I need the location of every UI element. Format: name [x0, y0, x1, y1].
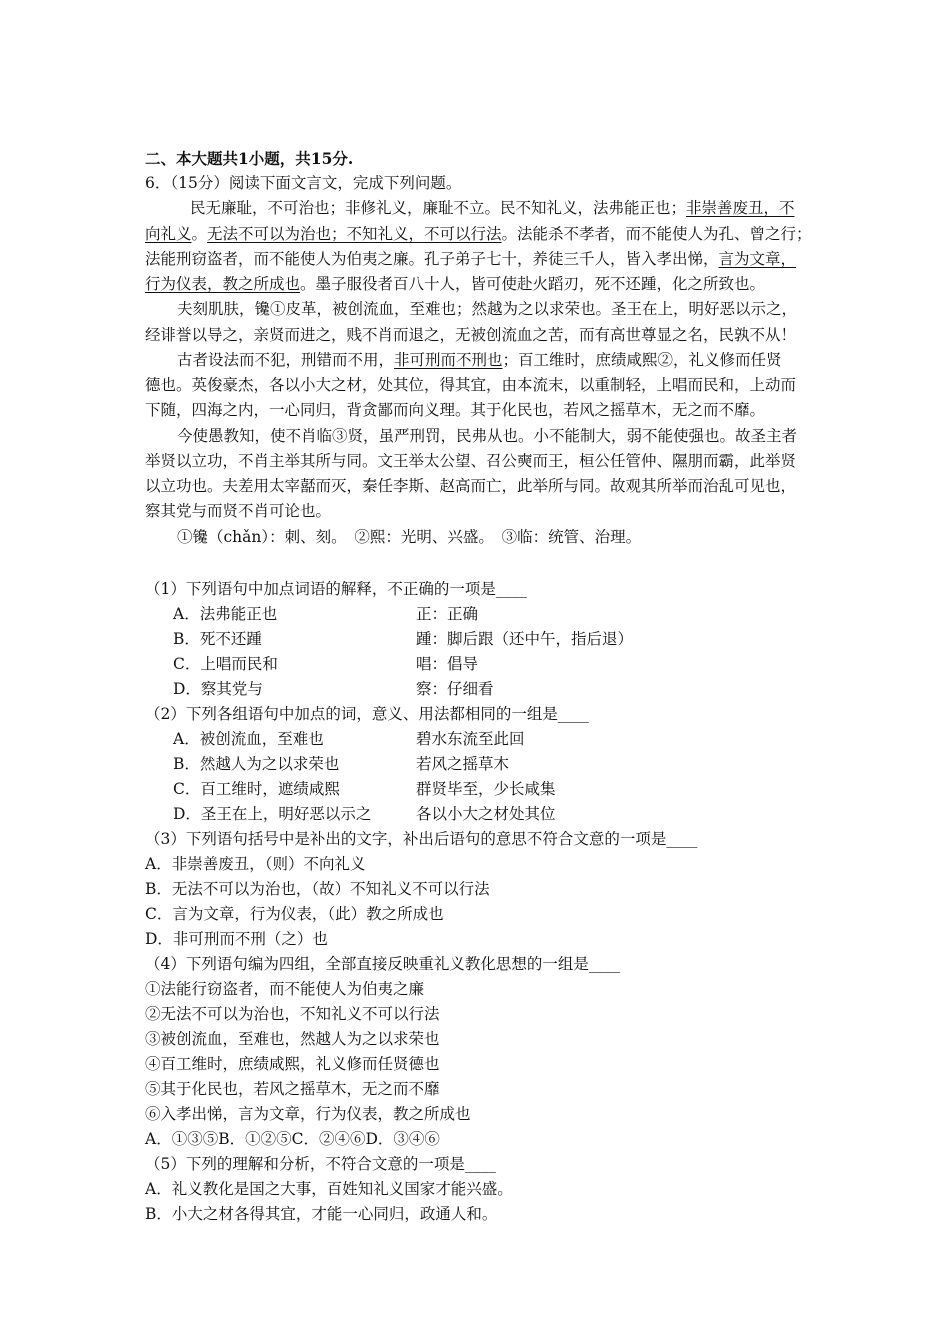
- underlined-phrase: 向礼义: [145, 225, 192, 243]
- q1-option-d-gloss: 察：仔细看: [416, 680, 494, 698]
- q3-option-a: A．非崇善废丑，（则）不向礼义: [145, 855, 366, 873]
- question-intro: 6．（15分）阅读下面文言文，完成下列问题。: [145, 174, 462, 192]
- q4-item-2: ②无法不可以为治也，不知礼义不可以行法: [145, 1005, 440, 1023]
- q4-choices: A．①③⑤B．①②⑤C．②④⑥D．③④⑥: [145, 1130, 440, 1148]
- q4-item-6: ⑥入孝出悌，言为文章，行为仪表，教之所成也: [145, 1105, 471, 1123]
- passage-p4-line2: 举贤以立功，不肖主举其所与同。文王举太公望、召公奭而王，桓公任管仲、隰朋而霸，此举贤: [145, 452, 797, 470]
- passage-p4-line3: 以立功也。夫差用太宰嚭而灭，秦任李斯、赵高而亡，此举所与同。故观其所举而治乱可见也，: [145, 477, 797, 495]
- q2-option-a: A．被创流血，至难也: [173, 730, 324, 748]
- q5-option-a: A．礼义教化是国之大事，百姓知礼义国家才能兴盛。: [145, 1180, 513, 1198]
- q5-stem: （5）下列的理解和分析，不符合文意的一项是____: [145, 1155, 496, 1173]
- passage-p1-line2: 向礼义。无法不可以为治也；不知礼义，不可以行法。法能杀不孝者，而不能使人为孔、曾之行；: [145, 225, 812, 243]
- q3-option-d: D．非可刑而不刑（之）也: [145, 930, 328, 948]
- q1-option-a-gloss: 正：正确: [416, 605, 479, 623]
- underlined-phrase: 无法不可以为治也；不知礼义，不可以行法: [207, 225, 502, 243]
- passage-p2-line2: 经诽誉以导之，亲贤而进之，贱不肖而退之，无被创流血之苦，而有高世尊显之名，民孰不从！: [145, 326, 797, 344]
- q1-stem: （1）下列语句中加点词语的解释，不正确的一项是____: [145, 580, 527, 598]
- passage-p3-line3: 下随，四海之内，一心同归，背贪鄙而向义理。其于化民也，若风之摇草木，无之而不靡。: [145, 401, 766, 419]
- q1-option-b: B．死不还踵: [173, 630, 262, 648]
- q3-option-c: C．言为文章，行为仪表，（此）教之所成也: [145, 905, 444, 923]
- passage-p4-line4: 察其党与而贤不肖可论也。: [145, 502, 332, 520]
- passage-p4-line1: 今使愚教知，使不肖临③贤，虽严刑罚，民弗从也。小不能制大，弱不能使强也。故圣主者: [177, 427, 798, 445]
- q2-option-a-pair: 碧水东流至此回: [416, 730, 525, 748]
- q5-option-b: B．小大之材各得其宜，才能一心同归，政通人和。: [145, 1205, 498, 1223]
- q4-item-5: ⑤其于化民也，若风之摇草木，无之而不靡: [145, 1080, 440, 1098]
- passage-p1-line3: 法能刑窃盗者，而不能使人为伯夷之廉。孔子弟子七十，养徒三千人，皆入孝出悌，言为文章，: [145, 250, 797, 268]
- q4-item-1: ①法能行窃盗者，而不能使人为伯夷之廉: [145, 980, 425, 998]
- underlined-phrase: 非崇善废丑，不: [686, 199, 795, 217]
- q1-option-d: D．察其党与: [173, 680, 263, 698]
- q4-stem: （4）下列语句编为四组，全部直接反映重礼义教化思想的一组是____: [145, 955, 620, 973]
- q1-option-b-gloss: 踵：脚后跟（还中午，指后退）: [416, 630, 634, 648]
- underlined-phrase: 行为仪表，教之所成也: [145, 275, 301, 293]
- q1-option-a: A．法弗能正也: [173, 605, 278, 623]
- section-header: 二、本大题共1小题，共15分.: [145, 149, 354, 168]
- underlined-phrase: 非可刑而不刑也: [394, 351, 503, 369]
- q4-item-3: ③被创流血，至难也，然越人为之以求荣也: [145, 1030, 440, 1048]
- q1-option-c-gloss: 唱：倡导: [416, 655, 479, 673]
- q2-stem: （2）下列各组语句中加点的词，意义、用法都相同的一组是____: [145, 705, 589, 723]
- q2-option-b-pair: 若风之摇草木: [416, 755, 510, 773]
- q3-option-b: B．无法不可以为治也，（故）不知礼义不可以行法: [145, 880, 490, 898]
- passage-p3-line2: 德也。英俊豪杰，各以小大之材，处其位，得其宜，由本流末，以重制轻，上唱而民和，上动而: [145, 376, 797, 394]
- passage-notes: ①镵（chǎn）：刺、刻。 ②熙：光明、兴盛。 ③临：统管、治理。: [177, 528, 642, 546]
- q1-option-c: C．上唱而民和: [173, 655, 278, 673]
- q2-option-d-pair: 各以小大之材处其位: [416, 805, 556, 823]
- passage-p1-line4: 行为仪表，教之所成也。墨子服役者百八十人，皆可使赴火蹈刃，死不还踵，化之所致也。: [145, 275, 766, 293]
- q2-option-d: D．圣王在上，明好恶以示之: [173, 805, 372, 823]
- passage-p1-line1: 民无廉耻，不可治也；非修礼义，廉耻不立。民不知礼义，法弗能正也；非崇善废丑，不: [190, 199, 795, 217]
- q4-item-4: ④百工维时，庶绩咸熙，礼义修而任贤德也: [145, 1055, 440, 1073]
- passage-p2-line1: 夫刻肌肤，镵①皮革，被创流血，至难也；然越为之以求荣也。圣王在上，明好恶以示之，: [177, 300, 798, 318]
- q2-option-b: B．然越人为之以求荣也: [173, 755, 340, 773]
- q2-option-c: C．百工维时，遮绩咸熙: [173, 780, 340, 798]
- q2-option-c-pair: 群贤毕至，少长咸集: [416, 780, 556, 798]
- underlined-phrase: 言为文章，: [718, 250, 797, 268]
- passage-p3-line1: 古者设法而不犯，刑错而不用，非可刑而不刑也；百工维时，庶绩咸熙②，礼义修而任贤: [177, 351, 782, 369]
- q3-stem: （3）下列语句括号中是补出的文字，补出后语句的意思不符合文意的一项是____: [145, 830, 698, 848]
